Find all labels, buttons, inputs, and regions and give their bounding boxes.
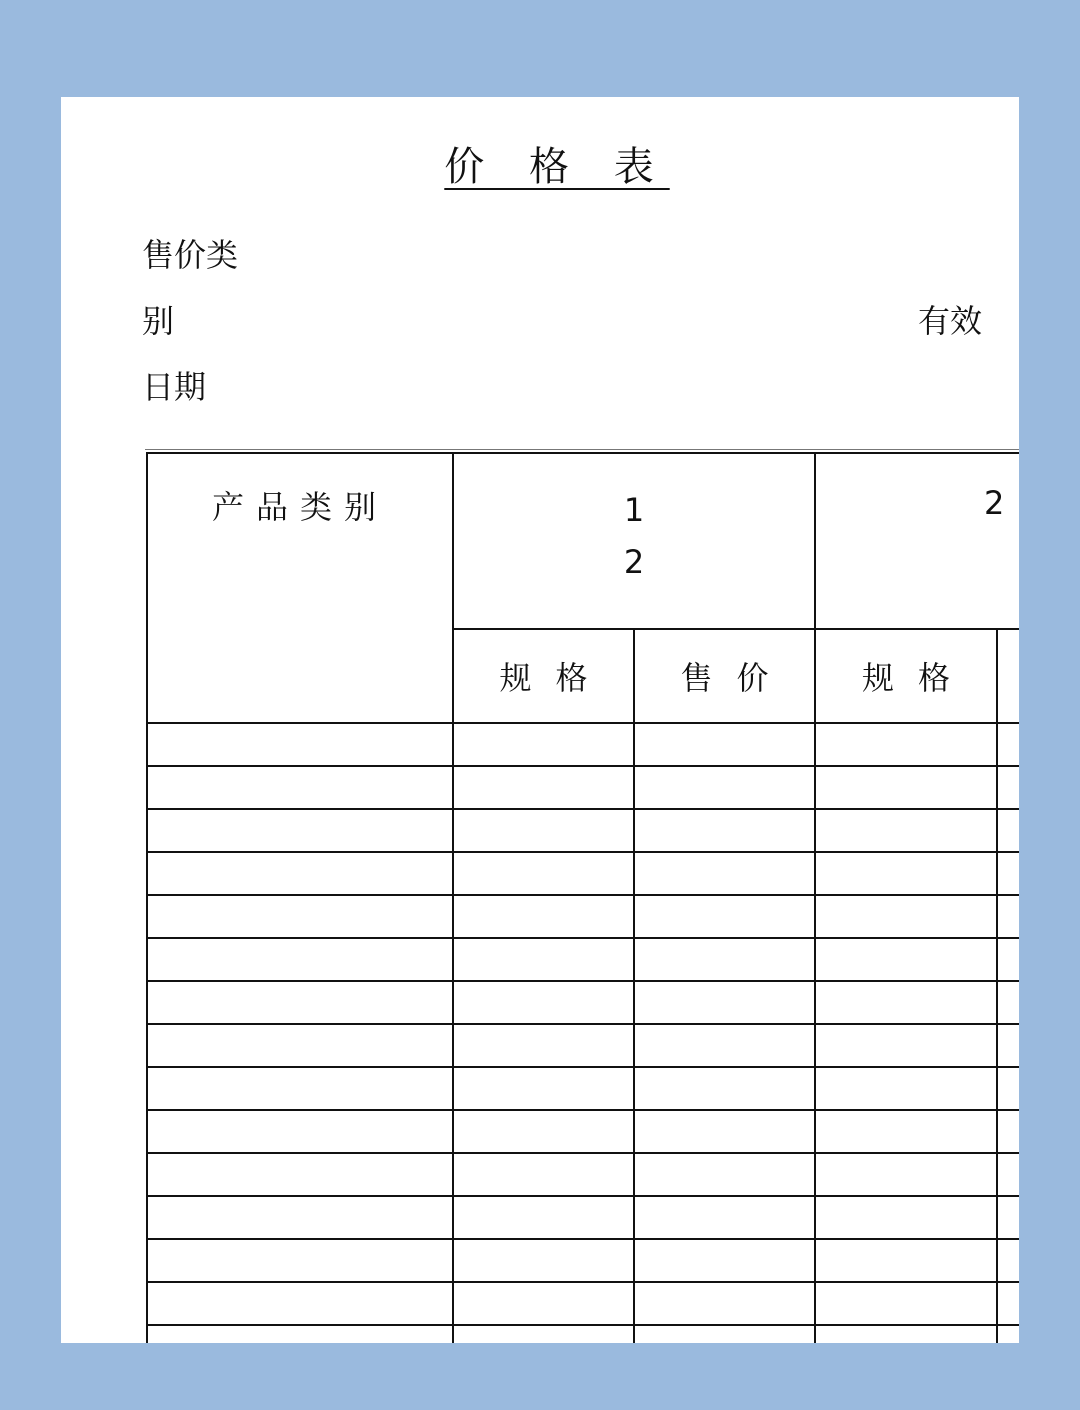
table-row: [147, 895, 1019, 938]
spec-cell-1[interactable]: [453, 1196, 634, 1239]
spec-cell-1[interactable]: [453, 1239, 634, 1282]
price-cell-2[interactable]: [997, 1239, 1019, 1282]
spec-cell-2[interactable]: [815, 981, 997, 1024]
price-cell-2[interactable]: [997, 1024, 1019, 1067]
table-row: [147, 1325, 1019, 1343]
price-cell-2[interactable]: [997, 809, 1019, 852]
spec-cell-1[interactable]: [453, 1024, 634, 1067]
group-1-line2: 2: [623, 543, 645, 581]
price-cell-1[interactable]: [634, 1067, 815, 1110]
group-2-header: 2: [815, 453, 1019, 629]
document-title-text: 价 格 表: [444, 144, 670, 190]
price-cell-2[interactable]: [997, 938, 1019, 981]
category-cell[interactable]: [147, 723, 453, 766]
spec-cell-2[interactable]: [815, 1110, 997, 1153]
spec-cell-1[interactable]: [453, 938, 634, 981]
table-row: [147, 723, 1019, 766]
price-cell-2[interactable]: [997, 1325, 1019, 1343]
category-cell[interactable]: [147, 895, 453, 938]
spec-cell-2[interactable]: [815, 809, 997, 852]
spec-cell-1[interactable]: [453, 809, 634, 852]
group-1-header: [453, 453, 815, 629]
category-cell[interactable]: [147, 1153, 453, 1196]
spec-cell-2[interactable]: [815, 1024, 997, 1067]
price-cell-2[interactable]: [997, 895, 1019, 938]
price-table-wrapper: [145, 449, 1019, 1343]
category-cell[interactable]: [147, 981, 453, 1024]
spec-cell-1[interactable]: [453, 1110, 634, 1153]
price-cell-1[interactable]: [634, 1282, 815, 1325]
table-row: [147, 1110, 1019, 1153]
price-cell-2[interactable]: [997, 981, 1019, 1024]
price-cell-2[interactable]: [997, 1196, 1019, 1239]
spec-cell-1[interactable]: [453, 852, 634, 895]
document-title: [61, 135, 1019, 192]
table-row: [147, 1282, 1019, 1325]
spec-cell-2[interactable]: [815, 766, 997, 809]
category-cell[interactable]: [147, 1282, 453, 1325]
price-cell-2[interactable]: [997, 766, 1019, 809]
category-cell[interactable]: [147, 852, 453, 895]
price-cell-1[interactable]: [634, 723, 815, 766]
valid-label: 有效: [918, 302, 983, 340]
spec-cell-2[interactable]: [815, 1067, 997, 1110]
price-table: [146, 452, 1019, 1343]
sale-type-label-line1: 售价类: [142, 236, 239, 274]
spec-cell-2[interactable]: [815, 895, 997, 938]
table-row: [147, 766, 1019, 809]
price-cell-1[interactable]: [634, 895, 815, 938]
spec-cell-1[interactable]: [453, 1282, 634, 1325]
spec-cell-2[interactable]: [815, 723, 997, 766]
price-cell-2[interactable]: [997, 1110, 1019, 1153]
spec-cell-2[interactable]: [815, 938, 997, 981]
spec-header-2: 规格: [815, 629, 997, 723]
table-row: [147, 1067, 1019, 1110]
price-header-2: [997, 629, 1019, 723]
sale-type-label-line2: 别: [142, 302, 175, 340]
category-cell[interactable]: [147, 938, 453, 981]
spec-header-1: 规格: [453, 629, 634, 723]
spec-cell-1[interactable]: [453, 981, 634, 1024]
category-cell[interactable]: [147, 1196, 453, 1239]
category-cell[interactable]: [147, 809, 453, 852]
price-cell-1[interactable]: [634, 1110, 815, 1153]
table-row: [147, 852, 1019, 895]
table-row: [147, 938, 1019, 981]
spec-cell-1[interactable]: [453, 766, 634, 809]
price-cell-1[interactable]: [634, 938, 815, 981]
header-row-1: [147, 453, 1019, 629]
price-cell-2[interactable]: [997, 723, 1019, 766]
spec-cell-1[interactable]: [453, 1325, 634, 1343]
spec-cell-1[interactable]: [453, 895, 634, 938]
price-cell-2[interactable]: [997, 1282, 1019, 1325]
spec-cell-2[interactable]: [815, 1239, 997, 1282]
group-1-line1: 1: [623, 491, 645, 529]
price-cell-1[interactable]: [634, 852, 815, 895]
price-cell-1[interactable]: [634, 766, 815, 809]
price-header-1: 售价: [634, 629, 815, 723]
price-cell-2[interactable]: [997, 1067, 1019, 1110]
price-list-sheet: [61, 97, 1019, 1343]
spec-cell-2[interactable]: [815, 852, 997, 895]
price-cell-1[interactable]: [634, 1325, 815, 1343]
spec-cell-2[interactable]: [815, 1282, 997, 1325]
table-row: [147, 1024, 1019, 1067]
spec-cell-1[interactable]: [453, 723, 634, 766]
date-label: 日期: [142, 368, 207, 406]
category-cell[interactable]: [147, 1024, 453, 1067]
category-cell[interactable]: [147, 1110, 453, 1153]
spec-cell-2[interactable]: [815, 1325, 997, 1343]
price-cell-2[interactable]: [997, 852, 1019, 895]
spec-cell-2[interactable]: [815, 1196, 997, 1239]
price-cell-1[interactable]: [634, 1024, 815, 1067]
table-row: [147, 1239, 1019, 1282]
price-cell-1[interactable]: [634, 809, 815, 852]
table-row: [147, 809, 1019, 852]
product-category-header: 产品类别: [147, 453, 453, 723]
table-row: [147, 981, 1019, 1024]
spec-cell-1[interactable]: [453, 1067, 634, 1110]
price-cell-1[interactable]: [634, 1196, 815, 1239]
category-cell[interactable]: [147, 1239, 453, 1282]
spec-cell-2[interactable]: [815, 1153, 997, 1196]
category-cell[interactable]: [147, 766, 453, 809]
price-cell-1[interactable]: [634, 981, 815, 1024]
price-cell-1[interactable]: [634, 1153, 815, 1196]
category-cell[interactable]: [147, 1325, 453, 1343]
table-row: [147, 1196, 1019, 1239]
spec-cell-1[interactable]: [453, 1153, 634, 1196]
price-cell-1[interactable]: [634, 1239, 815, 1282]
price-cell-2[interactable]: [997, 1153, 1019, 1196]
category-cell[interactable]: [147, 1067, 453, 1110]
table-row: [147, 1153, 1019, 1196]
